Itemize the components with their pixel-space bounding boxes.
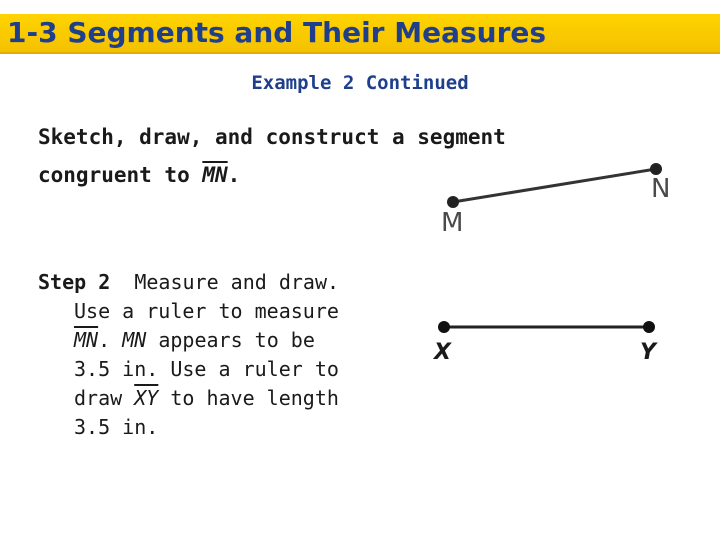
intro-prefix: congruent to <box>38 163 203 187</box>
step-line-3: 3.5 in. Use a ruler to <box>74 357 339 381</box>
mn-length-label: MN <box>122 328 147 352</box>
point-n-label: N <box>651 174 671 204</box>
example-subtitle: Example 2 Continued <box>251 72 469 94</box>
segment-mn-symbol-2: $\overline{MN}$ <box>74 328 99 352</box>
step-line-4-prefix: draw <box>74 386 135 410</box>
point-y <box>643 321 655 333</box>
step-line-2-b: appears to be <box>146 328 315 352</box>
step-line-2-a: . <box>98 328 123 352</box>
step-heading: Measure and draw. <box>134 270 340 294</box>
point-y-label: Y <box>640 340 656 365</box>
segment-xy-symbol: $\overline{XY}$ <box>134 386 159 410</box>
step-line-1: Use a ruler to measure <box>74 299 339 323</box>
point-x <box>438 321 450 333</box>
intro-suffix: . <box>227 163 241 187</box>
step-label: Step 2 <box>38 270 111 294</box>
point-m <box>447 196 459 208</box>
intro-line-1: Sketch, draw, and construct a segment <box>38 125 506 149</box>
segment-mn <box>453 169 656 202</box>
step-line-4-suffix: to have length <box>158 386 339 410</box>
segment-mn-symbol: $\overline{MN}$ <box>202 163 228 187</box>
slide-title: 1-3 Segments and Their Measures <box>7 16 547 49</box>
point-m-label: M <box>441 208 464 238</box>
step-line-5: 3.5 in. <box>74 415 159 439</box>
point-x-label: X <box>434 340 451 365</box>
